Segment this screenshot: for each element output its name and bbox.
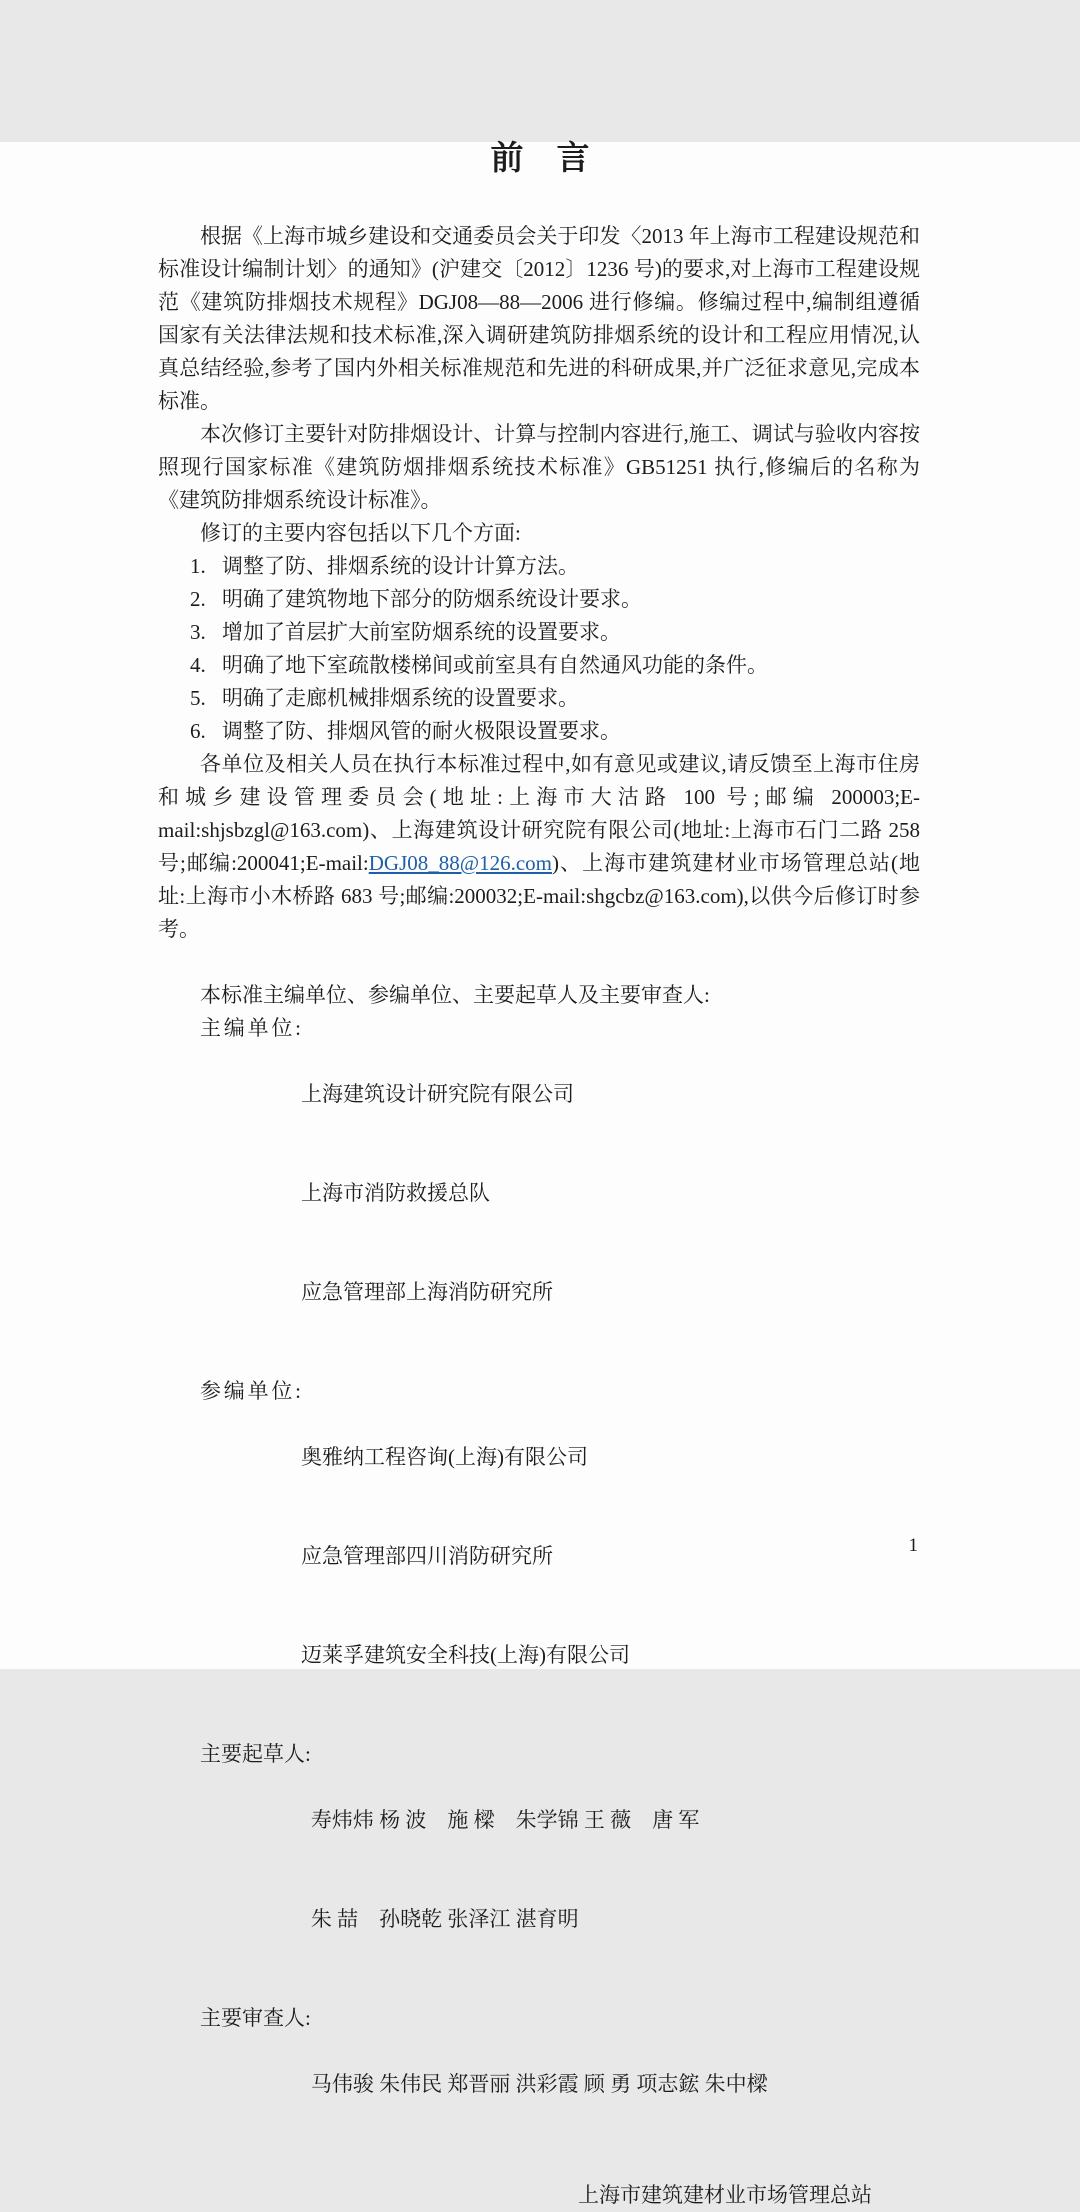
credit-line: 应急管理部上海消防研究所: [301, 1280, 553, 1304]
credit-label: 主要审查人:: [200, 2006, 311, 2030]
document-page: [0, 141, 1080, 2207]
list-item-text: 明确了建筑物地下部分的防烟系统设计要求。: [222, 587, 642, 611]
credits-intro: 本标准主编单位、参编单位、主要起草人及主要审查人:: [200, 983, 710, 1007]
credit-line: 应急管理部四川消防研究所: [301, 1544, 553, 1568]
credit-row-co-editor: [158, 1375, 920, 1738]
list-item-text: 明确了地下室疏散楼梯间或前室具有自然通风功能的条件。: [222, 653, 768, 677]
list-item-number: 1.: [190, 554, 206, 578]
credit-values: [311, 1738, 920, 2002]
credit-row-drafters: [158, 1738, 920, 2002]
credit-label: 主编单位:: [200, 1016, 301, 1040]
paragraph-feedback: [158, 748, 920, 946]
credit-line: 上海市消防救援总队: [301, 1181, 490, 1205]
list-item-number: 2.: [190, 587, 206, 611]
credit-values: [301, 1012, 920, 1375]
credit-row-chief-editor: [158, 1012, 920, 1375]
page-title: 前 言: [490, 141, 590, 177]
credit-line: 寿炜炜 杨 波 施 樑 朱学锦 王 薇 唐 军: [310, 1808, 700, 1832]
credit-label: 主要起草人:: [200, 1742, 311, 1766]
document-body: [158, 220, 920, 2212]
list-item: [158, 715, 920, 748]
paragraph-basis: 根据《上海市城乡建设和交通委员会关于印发〈2013 年上海市工程建设规范和标准设计编制计划〉的通知》(沪建交〔2012〕1236 号)的要求,对上海市工程建设规范《建筑防排烟技术规程》DGJ08—88—2006 进行修编。修编过程中,编制组遵循国家有关法律法规和技术标准,深入调研建筑防排烟系统的设计和工程应用情况,认真总结经验,参考了国内外相关标准规范和先进的科研成果,并广泛征求意见,完成本标准。: [158, 224, 920, 413]
issuing-organization: 上海市建筑建材业市场管理总站: [578, 2183, 872, 2207]
credit-line: 奥雅纳工程咨询(上海)有限公司: [301, 1445, 588, 1469]
list-item: [158, 550, 920, 583]
credit-label: 参编单位:: [200, 1379, 301, 1403]
list-item-number: 3.: [190, 620, 206, 644]
email-link[interactable]: DGJ08_88@126.com: [368, 851, 552, 875]
list-item-text: 增加了首层扩大前室防烟系统的设置要求。: [222, 620, 621, 644]
credits-section: [158, 979, 920, 2167]
list-item-text: 调整了防、排烟系统的设计计算方法。: [222, 554, 579, 578]
credit-values: [311, 2002, 920, 2167]
list-item: [158, 649, 920, 682]
paragraph-list-intro: 修订的主要内容包括以下几个方面:: [200, 521, 521, 545]
list-item: [158, 682, 920, 715]
credit-line: 马伟骏 朱伟民 郑晋丽 洪彩霞 顾 勇 项志鋐 朱中樑: [310, 2072, 768, 2096]
credit-line: 朱 喆 孙晓乾 张泽江 湛育明: [310, 1907, 579, 1931]
list-item-number: 4.: [190, 653, 206, 677]
credit-line: 上海建筑设计研究院有限公司: [301, 1082, 574, 1106]
list-item: [158, 583, 920, 616]
credit-row-reviewers: [158, 2002, 920, 2167]
list-item-text: 明确了走廊机械排烟系统的设置要求。: [222, 686, 579, 710]
page-number: 1: [908, 1535, 918, 1556]
list-item-text: 调整了防、排烟风管的耐火极限设置要求。: [222, 719, 621, 743]
credit-line: 迈莱孚建筑安全科技(上海)有限公司: [301, 1643, 630, 1667]
credit-values: [301, 1375, 920, 1738]
feedback-text-before: 各单位及相关人员在执行本标准过程中,如有意见或建议,请反馈至上海市住房和城乡建设管理委员会(地址:上海市大沽路 100 号;邮编 200003;E-mail:shjsbzgl@163.com)、上海建筑设计研究院有限公司(地址:上海市石门二路 258 号;邮编:200041;E-mail:: [158, 752, 920, 875]
list-item-number: 5.: [190, 686, 206, 710]
feedback-text-after: )、上海市建筑建材业市场管理总站(地址:上海市小木桥路 683 号;邮编:200032;E-mail:shgcbz@163.com),以供今后修订时参考。: [158, 851, 920, 941]
paragraph-revision-scope: 本次修订主要针对防排烟设计、计算与控制内容进行,施工、调试与验收内容按照现行国家标准《建筑防烟排烟系统技术标准》GB51251 执行,修编后的名称为《建筑防排烟系统设计标准》。: [158, 422, 920, 512]
list-item-number: 6.: [190, 719, 206, 743]
list-item: [158, 616, 920, 649]
